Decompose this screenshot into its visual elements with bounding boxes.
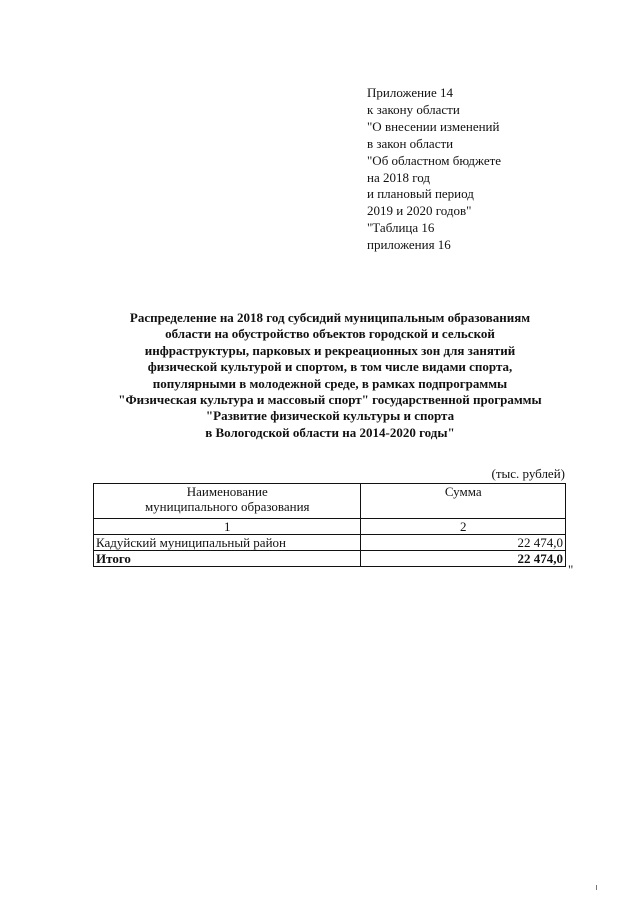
header-sum-cell: Сумма (361, 484, 566, 519)
title-line: "Физическая культура и массовый спорт" государственной программы (118, 392, 542, 408)
title-line: области на обустройство объектов городской и сельской (165, 326, 495, 342)
title-line: "Развитие физической культуры и спорта (205, 408, 455, 424)
title-line: в Вологодской области на 2014-2020 годы" (205, 424, 455, 440)
table-row (94, 535, 566, 551)
appendix-line: "Таблица 16 (367, 220, 435, 236)
district-value-cell: 22 474,0 (361, 535, 566, 551)
title-line: Распределение на 2018 год субсидий муниципальным образованиям (129, 310, 531, 325)
total-label-cell: Итого (94, 551, 361, 567)
column-number-row (94, 519, 566, 535)
total-row (94, 551, 566, 567)
title-line: популярными в молодежной среде, в рамках подпрограммы (152, 375, 508, 391)
appendix-line: 2019 и 2020 годов" (367, 203, 472, 219)
appendix-line: "Об областном бюджете (367, 152, 502, 168)
document-title (60, 310, 600, 441)
appendix-block (367, 85, 567, 254)
table-header-row (94, 484, 566, 519)
appendix-line: Приложение 14 (367, 85, 454, 100)
column-number: 2 (361, 519, 566, 535)
total-value-cell: 22 474,0 (361, 551, 566, 567)
header-name-cell (94, 484, 361, 519)
district-name-cell: Кадуйский муниципальный район (94, 535, 361, 551)
appendix-line: к закону области (367, 101, 460, 117)
units-label: (тыс. рублей) (491, 466, 565, 481)
appendix-line: на 2018 год (367, 169, 430, 185)
column-number: 1 (94, 519, 361, 535)
scan-edge-mark (596, 885, 597, 890)
header-name-line2: муниципального образования (144, 499, 310, 514)
appendix-line: приложения 16 (367, 237, 451, 253)
appendix-line: "О внесении изменений (367, 118, 500, 134)
title-line: инфраструктуры, парковых и рекреационных зон для занятий (144, 342, 516, 358)
header-name-line1: Наименование (186, 484, 268, 499)
appendix-line: и плановый период (367, 186, 474, 202)
subsidy-table (93, 483, 566, 567)
appendix-line: в закон области (367, 135, 454, 151)
title-line: физической культурой и спортом, в том числе видами спорта, (147, 359, 513, 375)
closing-quote: " (568, 562, 574, 577)
